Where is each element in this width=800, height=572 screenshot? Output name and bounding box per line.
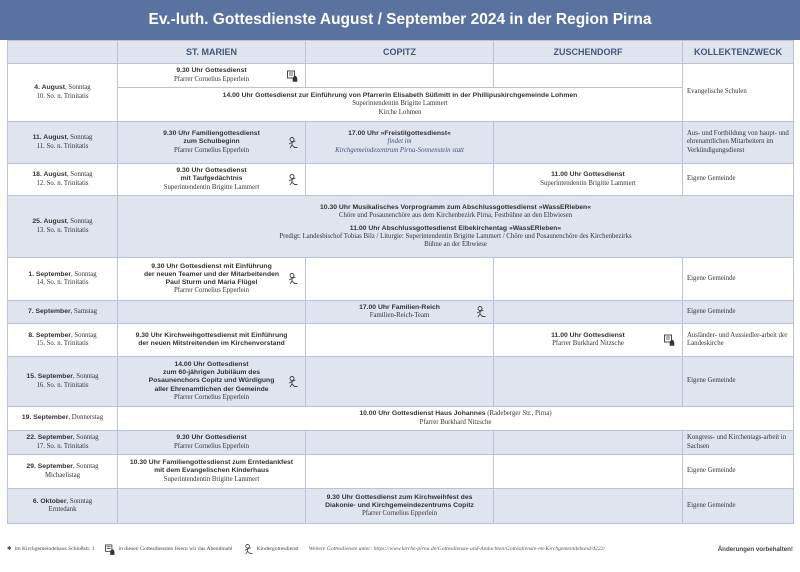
zuschendorf-cell — [494, 489, 683, 524]
copitz-cell — [306, 164, 494, 196]
footer-star-note: ✱ im Kirchgemeindehaus Schloßstr. 1 — [7, 546, 95, 552]
copitz-cell: 17.00 Uhr »Freistilgottesdienst« findet im Kirchgemeindezentrum Pirna-Sonnenstein statt — [306, 122, 494, 164]
header-zuschendorf: ZUSCHENDORF — [494, 41, 683, 64]
zuschendorf-cell — [494, 64, 683, 88]
st-marien-cell: 9.30 Uhr Gottesdienst Pfarrer Cornelius Epperlein — [118, 431, 306, 455]
kollekte-cell: Eigene Gemeinde — [683, 301, 794, 324]
date-cell: 7. September, Samstag — [8, 301, 118, 324]
zuschendorf-cell: 11.00 Uhr Gottesdienst Pfarrer Burkhard Nitzsche — [494, 324, 683, 357]
kollekte-cell: Ausländer- und Aussiedler-arbeit der Landeskirche — [683, 324, 794, 357]
date-cell: 11. August, Sonntag 11. So. n. Trinitatis — [8, 122, 118, 164]
st-marien-cell — [118, 301, 306, 324]
kindergottesdienst-icon — [287, 174, 299, 186]
kollekte-cell: Eigene Gemeinde — [683, 455, 794, 489]
date-cell: 22. September, Sonntag 17. So. n. Trinitatis — [8, 431, 118, 455]
header-copitz: COPITZ — [306, 41, 494, 64]
kollekte-cell: Eigene Gemeinde — [683, 258, 794, 301]
footer — [7, 534, 793, 564]
joint-service-cell: 10.30 Uhr Musikalisches Vorprogramm zum Abschlussgottesdienst »WassERleben« Chöre und Posaunenchöre aus dem Kirchenbezirk Pirna, Festbühne an den Elbwiesen 11.00 Uhr Abschlussgottesdienst Elbekirchentag »WassERleben« Predigt: Landesbischof Tobias Bilz / Liturgie: Superintendentin Brigitte Lammert / Chöre und Posaunenchöre des Kirchenbezirks Bühne an der Elbwiese — [118, 196, 794, 258]
header-st-marien: ST. MARIEN — [118, 41, 306, 64]
copitz-cell: 9.30 Uhr Gottesdienst zum Kirchweihfest des Diakonie- und Kirchgemeindezentrums Copitz Pfarrer Cornelius Epperlein — [306, 489, 494, 524]
st-marien-cell: 14.00 Uhr Gottesdienst zum 60-jährigen Jubiläum des Posaunenchors Copitz und Würdigung aller Ehrenamtlichen der Gemeinde Pfarrer Cornelius Epperlein — [118, 357, 306, 407]
date-cell: 1. September, Sonntag 14. So. n. Trinitatis — [8, 258, 118, 301]
kollekte-cell: Eigene Gemeinde — [683, 489, 794, 524]
joint-service-cell: 14.00 Uhr Gottesdienst zur Einführung von Pfarrerin Elisabeth Süßmitt in der Phillipuskirchgemeinde Lohmen Superintendentin Brigitte Lammert Kirche Lohmen — [118, 88, 683, 122]
copitz-cell — [306, 431, 494, 455]
header-date — [8, 41, 118, 64]
copitz-cell: 17.00 Uhr Familien-Reich Familien-Reich-Team — [306, 301, 494, 324]
zuschendorf-cell — [494, 122, 683, 164]
footer-kinder-note: Kindergottesdienst — [243, 544, 299, 555]
st-marien-cell: 9.30 Uhr Gottesdienst mit Taufgedächtnis Superintendentin Brigitte Lammert — [118, 164, 306, 196]
table-row — [8, 64, 794, 88]
st-marien-cell — [118, 489, 306, 524]
kindergottesdienst-icon — [475, 306, 487, 318]
kindergottesdienst-icon — [287, 376, 299, 388]
table-row — [8, 258, 794, 301]
table-row — [8, 407, 794, 431]
st-marien-cell: 10.30 Uhr Familiengottesdienst zum Erntedankfest mit dem Evangelischen Kinderhaus Superintendentin Brigitte Lammert — [118, 455, 306, 489]
st-marien-cell: 9.30 Uhr Kirchweihgottesdienst mit Einführung der neuen Mitstreitenden im Kirchenvorstand — [118, 324, 306, 357]
abendmahl-icon — [287, 70, 299, 82]
zuschendorf-cell — [494, 357, 683, 407]
zuschendorf-cell — [494, 301, 683, 324]
table-row — [8, 324, 794, 357]
st-marien-cell: 9.30 Uhr Gottesdienst Pfarrer Cornelius Epperlein — [118, 64, 306, 88]
abendmahl-icon — [664, 334, 676, 346]
table-row — [8, 164, 794, 196]
kollekte-cell: Kongress- und Kirchentags-arbeit in Sachsen — [683, 431, 794, 455]
kollekte-cell: Aus- und Fortbildung von haupt- und ehrenamtlichen Mitarbeitern im Verkündigungsdienst — [683, 122, 794, 164]
date-cell: 18. August, Sonntag 12. So. n. Trinitatis — [8, 164, 118, 196]
footer-weitere-link[interactable]: Weitere Gottesdienste unter: https://www.kirche-pirna.de/Gottesdienste-und-Andachten/Gottesdienste-im-Kirchgemeindebund/4222/ — [308, 546, 605, 552]
kollekte-cell: Eigene Gemeinde — [683, 164, 794, 196]
date-cell: 6. Oktober, Sonntag Erntedank — [8, 489, 118, 524]
copitz-cell — [306, 258, 494, 301]
zuschendorf-cell — [494, 258, 683, 301]
zuschendorf-cell — [494, 431, 683, 455]
kindergottesdienst-icon — [243, 544, 254, 555]
table-row — [8, 88, 794, 122]
st-marien-cell: 9.30 Uhr Gottesdienst mit Einführung der neuen Teamer und der Mitarbeitenden Paul Sturm und Maria Flügel Pfarrer Cornelius Epperlein — [118, 258, 306, 301]
page-title: Ev.-luth. Gottesdienste August / September 2024 in der Region Pirna — [0, 0, 800, 40]
footer-aenderungen: Änderungen vorbehalten! — [717, 545, 793, 553]
table-row — [8, 301, 794, 324]
schedule-table — [7, 40, 794, 524]
date-cell: 29. September, Sonntag Michaelistag — [8, 455, 118, 489]
date-cell: 8. September, Sonntag 15. So. n. Trinitatis — [8, 324, 118, 357]
kollekte-cell: Eigene Gemeinde — [683, 357, 794, 407]
kindergottesdienst-icon — [287, 273, 299, 285]
joint-service-cell: 10.00 Uhr Gottesdienst Haus Johannes (Radeberger Str., Pirna) Pfarrer Burkhard Nitzsche — [118, 407, 794, 431]
copitz-cell — [306, 64, 494, 88]
date-cell: 25. August, Sonntag 13. So. n. Trinitatis — [8, 196, 118, 258]
copitz-cell — [306, 357, 494, 407]
header-kollekte: KOLLEKTENZWECK — [683, 41, 794, 64]
st-marien-cell: 9.30 Uhr Familiengottesdienst zum Schulbeginn Pfarrer Cornelius Epperlein — [118, 122, 306, 164]
copitz-cell — [306, 455, 494, 489]
table-row — [8, 431, 794, 455]
kollekte-cell: Evangelische Schulen — [683, 64, 794, 122]
table-row — [8, 455, 794, 489]
date-cell: 4. August, Sonntag 10. So. n. Trinitatis — [8, 64, 118, 122]
footer-abendmahl-note: in diesen Gottesdiensten feiern wir das Abendmahl — [105, 544, 233, 555]
zuschendorf-cell — [494, 455, 683, 489]
star-icon: ✱ — [7, 546, 12, 552]
date-cell: 15. September, Sonntag 16. So. n. Trinitatis — [8, 357, 118, 407]
copitz-cell — [306, 324, 494, 357]
table-row — [8, 357, 794, 407]
table-row — [8, 122, 794, 164]
date-cell: 19. September, Donnerstag — [8, 407, 118, 431]
kindergottesdienst-icon — [287, 137, 299, 149]
table-row — [8, 196, 794, 258]
abendmahl-icon — [105, 544, 116, 555]
zuschendorf-cell: 11.00 Uhr Gottesdienst Superintendentin Brigitte Lammert — [494, 164, 683, 196]
table-row — [8, 489, 794, 524]
